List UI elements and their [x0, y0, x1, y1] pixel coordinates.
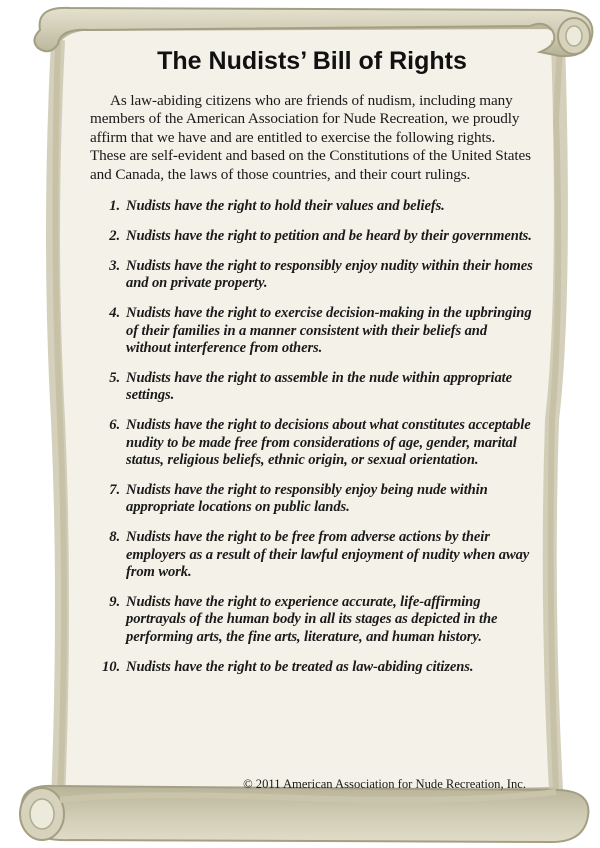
intro-paragraph: As law-abiding citizens who are friends of nudism, including many members of the American Association for Nude Recreation, we proudly affirm that we have and are entitled to exercise the following rights. These are self-evident and based on the Constitutions of the United States and Canada, the laws of those countries, and their court rulings. — [90, 92, 531, 183]
list-item — [90, 198, 534, 215]
item-number: 10. — [102, 658, 120, 675]
item-text: Nudists have the right to exercise decision-making in the upbringing of their families in a manner consistent with their beliefs and without interference from others. — [126, 305, 532, 356]
item-number: 2. — [109, 227, 120, 244]
item-text: Nudists have the right to be free from adverse actions by their employers as a result of their lawful enjoyment of nudity when away from work. — [126, 529, 530, 581]
item-text: Nudists have the right to be treated as law-abiding citizens. — [126, 658, 474, 675]
item-number: 1. — [109, 198, 120, 215]
item-number: 9. — [109, 593, 120, 610]
item-number: 8. — [109, 529, 120, 546]
list-item — [90, 594, 534, 646]
page-title: The Nudists’ Bill of Rights — [157, 47, 467, 75]
item-text: Nudists have the right to petition and be heard by their governments. — [126, 227, 532, 244]
list-item — [90, 370, 534, 405]
document-content — [90, 44, 534, 791]
list-item — [90, 482, 534, 517]
list-item — [90, 228, 534, 245]
copyright-notice: © 2011 American Association for Nude Recreation, Inc. — [243, 777, 526, 791]
item-text: Nudists have the right to responsibly enjoy nudity within their homes and on private property. — [126, 257, 533, 292]
item-text: Nudists have the right to responsibly enjoy being nude within appropriate locations on public lands. — [126, 481, 488, 516]
item-number: 5. — [109, 369, 120, 386]
item-text: Nudists have the right to assemble in the nude within appropriate settings. — [126, 369, 512, 404]
list-item — [90, 659, 534, 676]
item-text: Nudists have the right to hold their values and beliefs. — [126, 198, 445, 215]
list-item — [90, 305, 534, 357]
list-item — [90, 258, 534, 293]
item-number: 4. — [109, 305, 120, 322]
item-text: Nudists have the right to decisions about what constitutes acceptable nudity to be made free from considerations of age, gender, marital status, religious beliefs, ethnic origin, or sexual orientation. — [126, 417, 531, 468]
item-number: 7. — [109, 481, 120, 498]
item-number: 6. — [109, 417, 120, 434]
list-item — [90, 529, 534, 581]
list-item — [90, 417, 534, 469]
rights-list — [90, 198, 534, 676]
item-text: Nudists have the right to experience accurate, life-affirming portrayals of the human body in all its stages as depicted in the performing arts, the fine arts, literature, and human history. — [126, 593, 498, 645]
item-number: 3. — [109, 257, 120, 274]
